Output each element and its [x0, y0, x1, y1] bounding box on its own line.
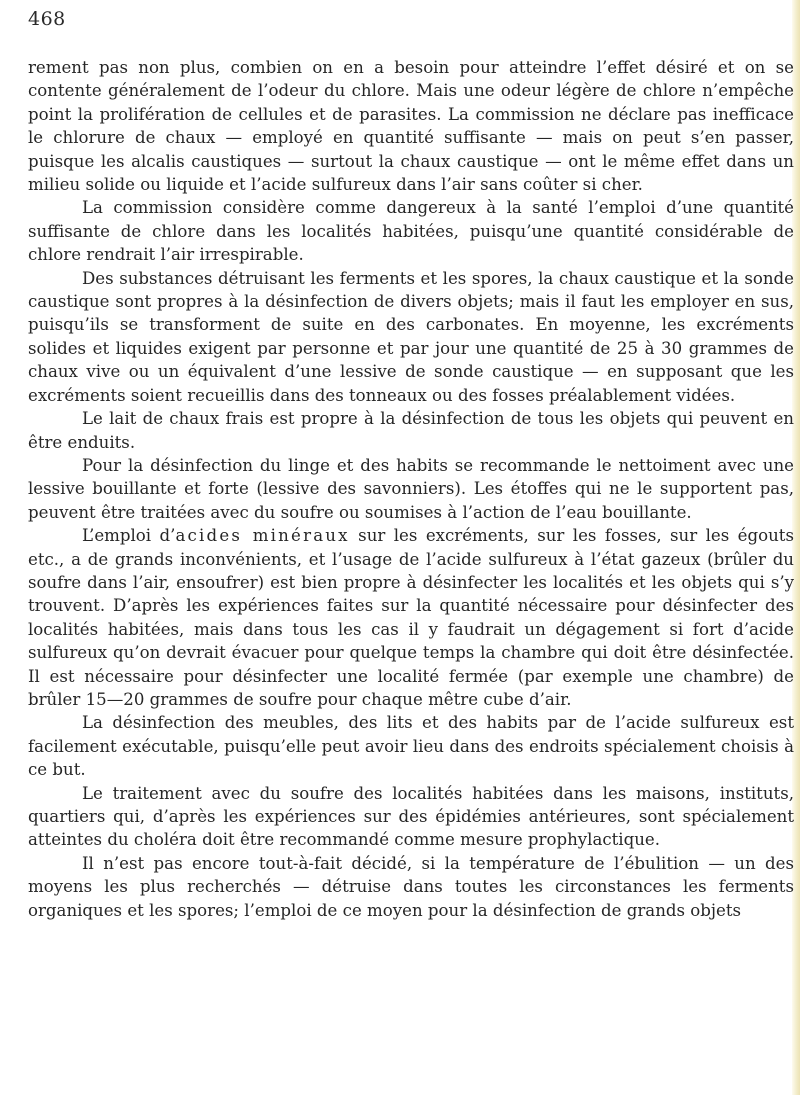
- paragraph-3: Des substances détruisant les ferments et les spores, la chaux caustique et la sonde caustique sont propres à la désinfection de divers objets; mais il faut les employer en sus, puisqu’ils se transforment de suite en des carbonates. En moyenne, les excréments solides et liquides exigent par personne et par jour une quantité de 25 à 30 grammes de chaux vive ou un équivalent d’une lessive de sonde caustique — en supposant que les excréments soient recueillis dans des tonneaux ou des fosses préalablement vidées.: [28, 268, 794, 405]
- paragraph-2: La commission considère comme dangereux à la santé l’emploi d’une quantité suffisante de chlore dans les localités habitées, puisqu’une quantité considérable de chlore rendrait l’air irrespirable.: [28, 198, 794, 265]
- paragraph-1: rement pas non plus, combien on en a besoin pour atteindre l’effet désiré et on se contente généralement de l’odeur du chlore. Mais une odeur légère de chlore n’empêche point la prolifération de cellules et de parasites. La commission ne déclare pas inefficace le chlorure de chaux — employé en quantité suffisante — mais on peut s’en passer, puisque les alcalis caustiques — surtout la chaux caustique — ont le même effet dans un milieu solide ou liquide et l’acide sulfureux dans l’air sans coûter si cher.: [28, 58, 794, 195]
- paragraph-6-lead: L’emploi d’: [82, 526, 176, 546]
- page-number: 468: [28, 8, 66, 30]
- paragraph-6-rest: sur les excréments, sur les fosses, sur les égouts etc., a de grands inconvénients, et l’usage de l’acide sulfureux à l’état gazeux (brûler du soufre dans l’air, ensoufrer) est bien propre à désinfecter les localités et les objets qui s’y trouvent. D’après les expériences faites sur la quantité nécessaire pour désinfecter des localités habitées, mais dans tous les cas il y faudrait un dégagement si fort d’acide sulfureux qu’on devrait évacuer pour quelque temps la chambre qui doit être désinfectée. Il est nécessaire pour désinfecter une localité fermée (par exemple une chambre) de brûler 15—20 grammes de soufre pour chaque mêtre cube d’air.: [28, 526, 794, 709]
- paragraph-6-spaced-term: acides minéraux: [175, 526, 350, 546]
- paragraph-9: Il n’est pas encore tout-à-fait décidé, si la température de l’ébulition — un des moyens les plus recherchés — détruise dans toutes les circonstances les ferments organiques et les spores; l’emploi de ce moyen pour la désinfection de grands objets: [28, 853, 794, 920]
- body-text: [28, 56, 794, 922]
- paragraph-6: [28, 524, 794, 711]
- paragraph-4: Le lait de chaux frais est propre à la désinfection de tous les objets qui peuvent en être enduits.: [28, 409, 794, 452]
- paragraph-5: Pour la désinfection du linge et des habits se recommande le nettoiment avec une lessive bouillante et forte (lessive des savonniers). Les étoffes qui ne le supportent pas, peuvent être traitées avec du soufre ou soumises à l’action de l’eau bouillante.: [28, 455, 794, 522]
- paragraph-8: Le traitement avec du soufre des localités habitées dans les maisons, instituts, quartiers qui, d’après les expériences sur des épidémies antérieures, sont spécialement atteintes du choléra doit être recommandé comme mesure prophylactique.: [28, 783, 794, 850]
- paragraph-7: La désinfection des meubles, des lits et des habits par de l’acide sulfureux est facilement exécutable, puisqu’elle peut avoir lieu dans des endroits spécialement choisis à ce but.: [28, 713, 794, 780]
